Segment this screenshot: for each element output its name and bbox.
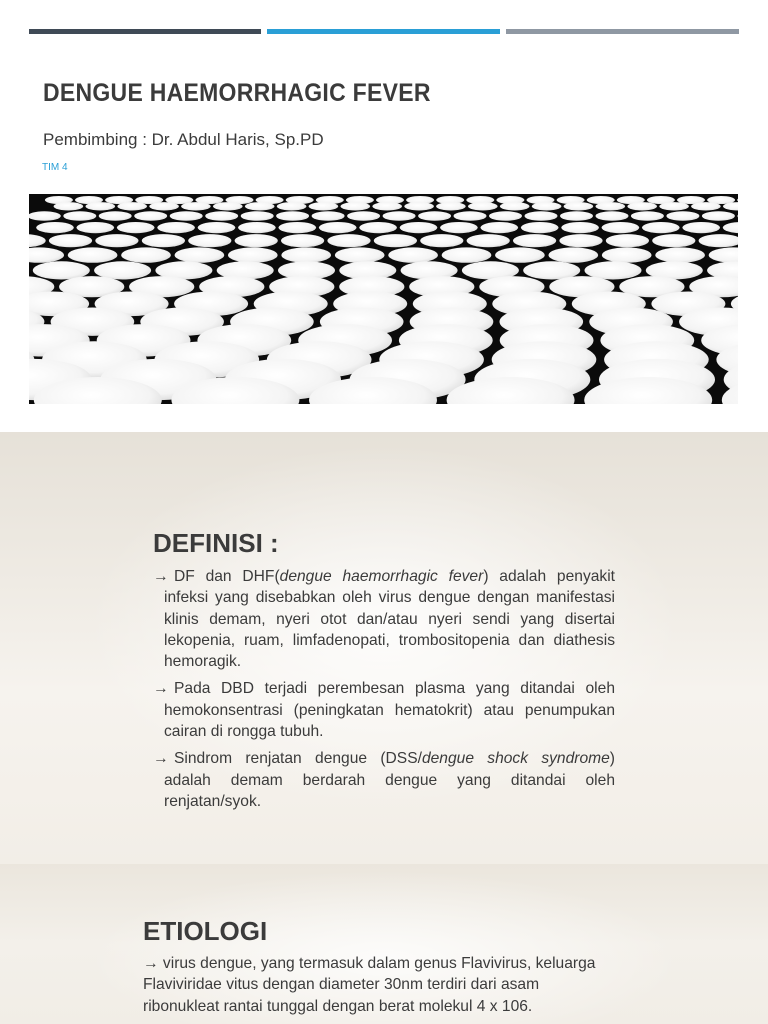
disc-shape bbox=[442, 247, 492, 262]
disc-shape bbox=[86, 202, 116, 210]
accent-bar-gray bbox=[506, 29, 739, 34]
disc-shape bbox=[29, 211, 61, 221]
disc-shape bbox=[279, 222, 317, 233]
disc-shape bbox=[149, 202, 179, 210]
definition-slide bbox=[0, 432, 768, 864]
disc-shape bbox=[36, 222, 74, 233]
disc-shape bbox=[682, 222, 720, 233]
disc-shape bbox=[134, 211, 167, 221]
disc-shape bbox=[374, 234, 417, 247]
arrow-right-icon: → bbox=[153, 750, 169, 768]
etiology-heading: ETIOLOGI bbox=[143, 916, 268, 946]
disc-shape bbox=[596, 211, 629, 221]
disc-shape bbox=[241, 211, 274, 221]
disc-shape bbox=[642, 222, 680, 233]
etiology-body: virus dengue, yang termasuk dalam genus Flavivirus, keluarga Flaviviridae vitus dengan diameter 30nm terdiri dari asam ribonukleat rantai tunggal dengan berat molekul 4 x 106. bbox=[143, 955, 596, 1015]
disc-shape bbox=[54, 202, 84, 210]
etiology-text bbox=[143, 953, 605, 1017]
disc-shape bbox=[198, 222, 236, 233]
disc-shape bbox=[561, 222, 599, 233]
disc-shape bbox=[95, 234, 138, 247]
slide-subtitle: Pembimbing : Dr. Abdul Haris, Sp.PD bbox=[43, 130, 324, 149]
etiology-slide bbox=[0, 864, 768, 1024]
disc-shape bbox=[238, 222, 276, 233]
disc-shape bbox=[245, 202, 275, 210]
arrow-right-icon: → bbox=[153, 568, 169, 585]
disc-shape bbox=[49, 234, 92, 247]
disc-shape bbox=[560, 211, 593, 221]
disc-shape bbox=[659, 202, 689, 210]
disc-shape bbox=[627, 202, 657, 210]
disc-shape bbox=[181, 202, 211, 210]
disc-shape bbox=[666, 211, 699, 221]
disc-shape bbox=[99, 211, 132, 221]
accent-bar-blue bbox=[267, 29, 500, 34]
disc-shape bbox=[175, 247, 225, 262]
disc-shape bbox=[117, 222, 155, 233]
bullet-text: Sindrom renjatan dengue (DSS/ bbox=[174, 750, 422, 768]
disc-shape bbox=[549, 247, 599, 262]
disc-shape bbox=[121, 247, 171, 262]
list-item bbox=[153, 678, 615, 742]
disc-shape bbox=[205, 211, 238, 221]
disc-shape bbox=[170, 211, 203, 221]
team-label: TIM 4 bbox=[42, 162, 68, 173]
disc-shape bbox=[68, 247, 118, 262]
disc-shape bbox=[500, 202, 530, 210]
disc-shape bbox=[312, 211, 345, 221]
disc-shape bbox=[276, 211, 309, 221]
list-item bbox=[153, 566, 615, 672]
disc-shape bbox=[327, 234, 370, 247]
definition-heading: DEFINISI : bbox=[153, 528, 279, 558]
disc-shape bbox=[559, 234, 602, 247]
accent-bar-dark bbox=[29, 29, 261, 34]
disc-shape bbox=[277, 202, 307, 210]
disc-shape bbox=[372, 202, 402, 210]
disc-shape bbox=[564, 202, 594, 210]
disc-shape bbox=[652, 234, 695, 247]
disc-shape bbox=[467, 234, 510, 247]
disc-shape bbox=[142, 234, 185, 247]
disc-shape bbox=[596, 202, 626, 210]
disc-shape bbox=[454, 211, 487, 221]
disc-shape bbox=[404, 202, 434, 210]
disc-shape bbox=[188, 234, 231, 247]
disc-shape bbox=[388, 247, 438, 262]
disc-shape bbox=[228, 247, 278, 262]
disc-shape bbox=[400, 222, 438, 233]
disc-shape bbox=[418, 211, 451, 221]
disc-shape bbox=[63, 211, 96, 221]
disc-shape bbox=[489, 211, 522, 221]
bullet-italic-text: dengue shock syndrome bbox=[421, 750, 610, 768]
disc-shape bbox=[436, 202, 466, 210]
disc-shape bbox=[347, 211, 380, 221]
disc-shape bbox=[702, 211, 735, 221]
disc-shape bbox=[513, 234, 556, 247]
bullet-text: Pada DBD terjadi perembesan plasma yang ditandai oleh hemokonsentrasi (peningkatan hematokrit) atau penumpukan cairan di rongga tubuh. bbox=[164, 680, 615, 741]
disc-shape bbox=[77, 222, 115, 233]
disc-shape bbox=[602, 247, 652, 262]
disc-shape bbox=[281, 234, 324, 247]
disc-shape bbox=[655, 247, 705, 262]
disc-shape bbox=[319, 222, 357, 233]
disc-shape bbox=[481, 222, 519, 233]
disc-shape bbox=[359, 222, 397, 233]
disc-shape bbox=[117, 202, 147, 210]
disc-shape bbox=[440, 222, 478, 233]
disc-shape bbox=[213, 202, 243, 210]
disc-shape bbox=[606, 234, 649, 247]
disc-shape bbox=[235, 234, 278, 247]
arrow-right-icon: → bbox=[153, 680, 169, 698]
definition-list bbox=[153, 566, 615, 818]
disc-shape bbox=[532, 202, 562, 210]
disc-shape bbox=[468, 202, 498, 210]
disc-shape bbox=[281, 247, 331, 262]
disc-shape bbox=[631, 211, 664, 221]
disc-shape bbox=[157, 222, 195, 233]
disc-shape bbox=[341, 202, 371, 210]
bullet-text: DF dan DHF( bbox=[174, 568, 280, 585]
disc-shape bbox=[335, 247, 385, 262]
disc-shape bbox=[420, 234, 463, 247]
disc-shape bbox=[525, 211, 558, 221]
disc-shape bbox=[383, 211, 416, 221]
disc-shape bbox=[495, 247, 545, 262]
list-item bbox=[153, 748, 615, 812]
bullet-text: ) adalah penyakit infeksi yang disebabkan oleh virus dengue dengan manifestasi klinis demam, nyeri otot dan/atau nyeri sendi yang disertai lekopenia, ruam, limfadenopati, trombositopenia dan diathesis hemoragik. bbox=[164, 568, 616, 671]
title-slide bbox=[0, 0, 768, 432]
arrow-right-icon: → bbox=[143, 955, 159, 972]
disc-shape bbox=[309, 202, 339, 210]
bullet-italic-text: dengue haemorrhagic fever bbox=[279, 568, 484, 585]
disc-shape bbox=[521, 222, 559, 233]
slide-title: DENGUE HAEMORRHAGIC FEVER bbox=[43, 79, 431, 107]
hero-image-white-discs bbox=[29, 194, 738, 404]
disc-shape bbox=[691, 202, 721, 210]
bullet-text: ) adalah demam berdarah dengue yang ditandai oleh renjatan/syok. bbox=[164, 750, 615, 810]
disc-shape bbox=[602, 222, 640, 233]
